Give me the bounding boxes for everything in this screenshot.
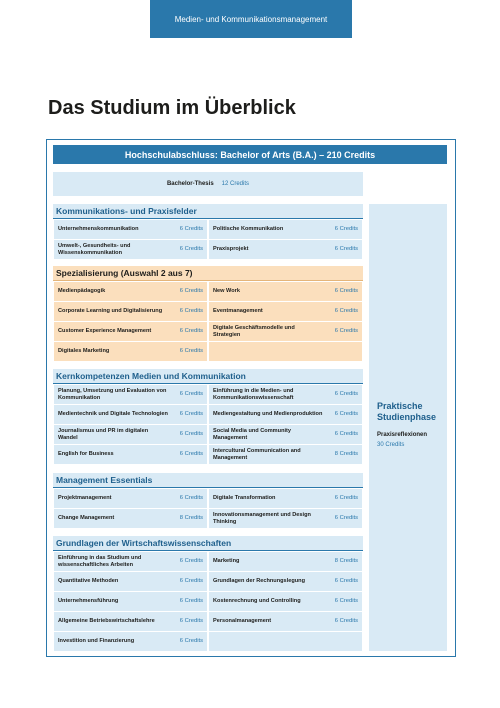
module-cell bbox=[209, 385, 362, 404]
module-credits: 6 Credits bbox=[179, 328, 203, 335]
module-grid bbox=[53, 488, 363, 528]
module-credits: 6 Credits bbox=[334, 411, 358, 418]
practical-phase-sub: Praxisreflexionen bbox=[377, 432, 428, 438]
module-name: New Work bbox=[213, 288, 240, 295]
module-name: Eventmanagement bbox=[213, 308, 263, 315]
module-name: Praxisprojekt bbox=[213, 246, 249, 253]
module-section bbox=[53, 204, 363, 259]
module-grid bbox=[53, 384, 363, 464]
module-section bbox=[53, 369, 363, 464]
module-credits: 8 Credits bbox=[179, 515, 203, 522]
page-title: Das Studium im Überblick bbox=[48, 97, 296, 119]
header-tab: Medien- und Kommunikationsmanagement bbox=[150, 0, 352, 38]
module-credits: 6 Credits bbox=[179, 431, 203, 438]
module-cell bbox=[54, 282, 207, 301]
module-cell bbox=[54, 445, 207, 464]
module-grid bbox=[53, 219, 363, 259]
module-name: Customer Experience Management bbox=[58, 328, 152, 335]
module-credits: 6 Credits bbox=[334, 618, 358, 625]
module-name: Kostenrechnung und Controlling bbox=[213, 598, 301, 605]
module-name: Unternehmenskommunikation bbox=[58, 226, 139, 233]
section-title: Management Essentials bbox=[53, 473, 363, 488]
module-name: Marketing bbox=[213, 558, 240, 565]
module-cell bbox=[209, 445, 362, 464]
module-credits: 6 Credits bbox=[179, 411, 203, 418]
module-grid bbox=[53, 281, 363, 361]
module-cell bbox=[54, 572, 207, 591]
module-cell bbox=[209, 612, 362, 631]
module-name: Social Media und Community Management bbox=[213, 428, 292, 441]
degree-banner: Hochschulabschluss: Bachelor of Arts (B.A.) – 210 Credits bbox=[53, 145, 447, 164]
module-credits: 6 Credits bbox=[179, 598, 203, 605]
module-cell bbox=[54, 489, 207, 508]
module-credits: 8 Credits bbox=[334, 451, 358, 458]
module-name: Investition und Finanzierung bbox=[58, 638, 135, 645]
module-credits: 6 Credits bbox=[334, 226, 358, 233]
module-name: Personalmanagement bbox=[213, 618, 272, 625]
module-cell bbox=[209, 220, 362, 239]
module-name: Journalismus und PR im digitalen Wandel bbox=[58, 428, 149, 441]
module-credits: 6 Credits bbox=[179, 578, 203, 585]
module-section bbox=[53, 266, 363, 361]
section-title: Kernkompetenzen Medien und Kommunikation bbox=[53, 369, 363, 384]
module-credits: 6 Credits bbox=[334, 288, 358, 295]
module-credits: 6 Credits bbox=[179, 558, 203, 565]
module-name: Digitales Marketing bbox=[58, 348, 110, 355]
module-credits: 6 Credits bbox=[334, 515, 358, 522]
module-credits: 6 Credits bbox=[179, 391, 203, 398]
module-cell bbox=[54, 322, 207, 341]
module-cell bbox=[209, 592, 362, 611]
module-credits: 6 Credits bbox=[334, 328, 358, 335]
module-credits: 6 Credits bbox=[179, 288, 203, 295]
module-cell bbox=[209, 282, 362, 301]
module-cell bbox=[209, 509, 362, 528]
module-name: Projektmanagement bbox=[58, 495, 112, 502]
module-cell bbox=[54, 342, 207, 361]
module-name: Einführung in die Medien- und Kommunikationswissenschaft bbox=[213, 388, 294, 401]
practical-phase-credits: 30 Credits bbox=[377, 442, 405, 448]
module-cell bbox=[209, 342, 362, 361]
module-name: Medientechnik und Digitale Technologien bbox=[58, 411, 168, 418]
module-cell bbox=[54, 509, 207, 528]
module-grid bbox=[53, 551, 363, 651]
module-credits: 6 Credits bbox=[334, 391, 358, 398]
module-name: Mediengestaltung und Medienproduktion bbox=[213, 411, 323, 418]
module-cell bbox=[54, 592, 207, 611]
module-cell bbox=[54, 302, 207, 321]
module-name: Politische Kommunikation bbox=[213, 226, 284, 233]
module-cell bbox=[54, 612, 207, 631]
thesis-label: Bachelor-Thesis bbox=[166, 181, 214, 187]
module-section bbox=[53, 536, 363, 651]
module-credits: 6 Credits bbox=[334, 431, 358, 438]
module-cell bbox=[209, 302, 362, 321]
module-name: Intercultural Communication and Management bbox=[213, 448, 301, 461]
module-name: Medienpädagogik bbox=[58, 288, 106, 295]
module-cell bbox=[209, 572, 362, 591]
module-name: Unternehmensführung bbox=[58, 598, 119, 605]
module-cell bbox=[209, 489, 362, 508]
module-credits: 6 Credits bbox=[334, 308, 358, 315]
module-name: English for Business bbox=[58, 451, 114, 458]
practical-phase-panel bbox=[369, 204, 447, 651]
module-name: Einführung in das Studium und wissenschaftliches Arbeiten bbox=[58, 555, 142, 568]
module-name: Umwelt-, Gesundheits- und Wissenskommunikation bbox=[58, 243, 131, 256]
module-credits: 6 Credits bbox=[179, 451, 203, 458]
module-credits: 6 Credits bbox=[179, 495, 203, 502]
module-credits: 6 Credits bbox=[179, 618, 203, 625]
module-cell bbox=[54, 220, 207, 239]
module-name: Allgemeine Betriebswirtschaftslehre bbox=[58, 618, 155, 625]
module-cell bbox=[209, 405, 362, 424]
module-credits: 6 Credits bbox=[334, 578, 358, 585]
module-cell bbox=[54, 405, 207, 424]
module-cell bbox=[209, 632, 362, 651]
module-cell bbox=[209, 552, 362, 571]
module-name: Digitale Geschäftsmodelle und Strategien bbox=[213, 325, 295, 338]
module-credits: 8 Credits bbox=[334, 558, 358, 565]
module-name: Corporate Learning und Digitalisierung bbox=[58, 308, 163, 315]
thesis-row bbox=[53, 172, 363, 196]
module-credits: 6 Credits bbox=[179, 226, 203, 233]
module-credits: 6 Credits bbox=[334, 246, 358, 253]
module-credits: 6 Credits bbox=[179, 348, 203, 355]
module-cell bbox=[54, 552, 207, 571]
module-credits: 6 Credits bbox=[179, 246, 203, 253]
module-cell bbox=[209, 322, 362, 341]
module-cell bbox=[209, 425, 362, 444]
module-credits: 6 Credits bbox=[334, 598, 358, 605]
module-credits: 6 Credits bbox=[334, 495, 358, 502]
module-name: Digitale Transformation bbox=[213, 495, 276, 502]
module-credits: 6 Credits bbox=[179, 308, 203, 315]
module-cell bbox=[54, 385, 207, 404]
section-title: Kommunikations- und Praxisfelder bbox=[53, 204, 363, 219]
module-name: Change Management bbox=[58, 515, 115, 522]
module-cell bbox=[54, 425, 207, 444]
practical-phase-title: Praktische Studienphase bbox=[377, 401, 437, 422]
module-name: Planung, Umsetzung und Evaluation von Kommunikation bbox=[58, 388, 167, 401]
module-cell bbox=[54, 240, 207, 259]
section-title: Grundlagen der Wirtschaftswissenschaften bbox=[53, 536, 363, 551]
thesis-credits: 12 Credits bbox=[221, 181, 250, 187]
module-cell bbox=[209, 240, 362, 259]
module-cell bbox=[54, 632, 207, 651]
module-name: Quantitative Methoden bbox=[58, 578, 119, 585]
section-title: Spezialisierung (Auswahl 2 aus 7) bbox=[53, 266, 363, 281]
module-credits: 6 Credits bbox=[179, 638, 203, 645]
module-name: Grundlagen der Rechnungslegung bbox=[213, 578, 305, 585]
module-section bbox=[53, 473, 363, 528]
module-name: Innovationsmanagement und Design Thinking bbox=[213, 512, 311, 525]
